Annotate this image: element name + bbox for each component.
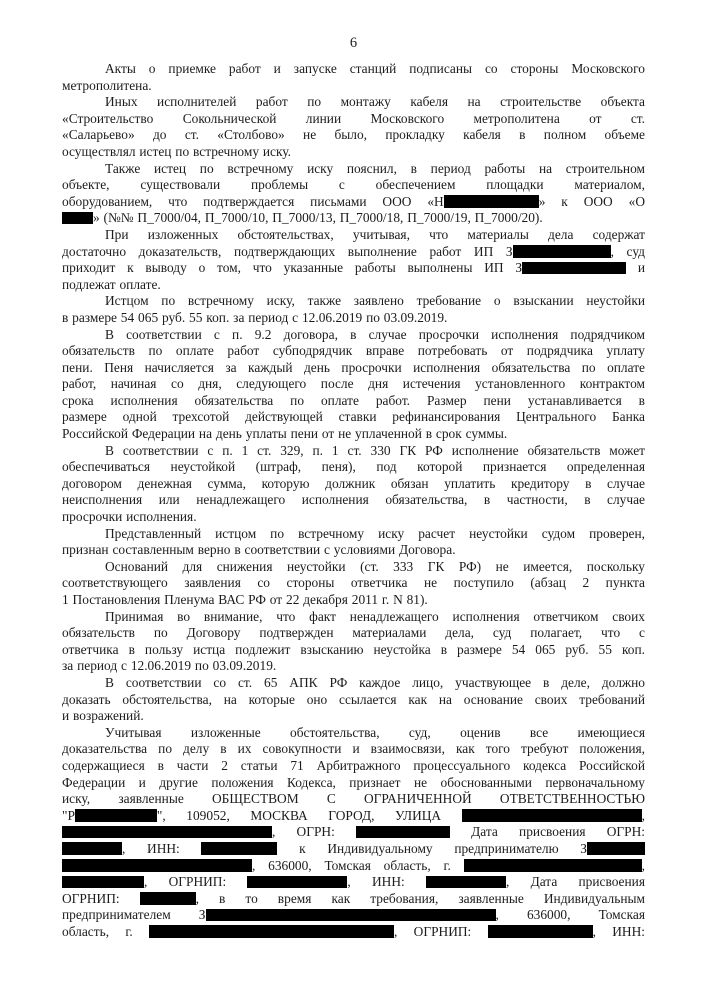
document-line: В соответствии со ст. 65 АПК РФ каждое лицо, участвующее в деле, должно — [105, 674, 645, 690]
document-line: пени. Пеня начисляется за каждый день просрочки исполнения обязательства по оплате — [62, 359, 645, 375]
document-line: за период с 12.06.2019 по 03.09.2019. — [62, 658, 277, 674]
document-line: метрополитена. — [62, 77, 152, 93]
redaction-bar — [206, 909, 496, 922]
document-line: Представленный истцом по встречному иску расчет неустойки судом проверен, — [105, 525, 645, 541]
redaction-bar — [62, 876, 144, 889]
redaction-bar — [488, 925, 593, 938]
document-line: ОГРНИП: , в то время как требования, заявленные Индивидуальным — [62, 890, 645, 906]
document-line: договором денежная сумма, которую должник обязан уплатить кредитору в случае — [62, 475, 645, 491]
document-line: содержащиеся в части 2 статьи 71 Арбитражного процессуального кодекса Российской — [62, 757, 645, 773]
document-line: соответствующего заявления со стороны ответчика не поступило (абзац 2 пункта — [62, 575, 645, 591]
document-line: Оснований для снижения неустойки (ст. 333 ГК РФ) не имеется, поскольку — [105, 558, 645, 574]
document-line: Акты о приемке работ и запуске станций подписаны со стороны Московского — [105, 61, 645, 76]
redaction-bar — [426, 876, 506, 889]
document-line: "Р ", 109052, МОСКВА ГОРОД, УЛИЦА , — [62, 807, 645, 823]
redaction-bar — [149, 925, 394, 938]
page-number: 6 — [349, 35, 358, 51]
document-line: доказать обстоятельства, на которые оно ссылается как на основание своих требований — [62, 691, 645, 707]
document-line: ответчика в пользу истца подлежит взысканию неустойка в размере 54 065 руб. 55 коп. — [62, 641, 645, 657]
redaction-bar — [140, 892, 196, 905]
document-line: , ОГРНИП: , ИНН: , Дата присвоения — [62, 874, 645, 891]
document-line: При изложенных обстоятельствах, учитывая, что материалы дела содержат — [105, 226, 645, 242]
redaction-bar — [62, 842, 122, 855]
document-line: срока исполнения обязательства по оплате работ. Размер пени устанавливается в — [62, 392, 645, 408]
redaction-bar — [356, 826, 450, 839]
document-line: Российской Федерации на день уплаты пени от не уплаченной в срок суммы. — [62, 426, 508, 442]
document-line: Также истец по встречному иску пояснил, в период работы на строительном — [105, 160, 645, 176]
redaction-bar — [464, 859, 642, 872]
redaction-bar — [247, 876, 347, 889]
document-line: работ, начиная со дня, следующего после дня истечения установленного контрактом — [62, 376, 645, 392]
document-line: В соответствии с п. 9.2 договора, в случае просрочки исполнения подрядчиком — [105, 326, 645, 342]
redaction-bar — [75, 809, 157, 822]
document-line: и возражений. — [62, 708, 144, 724]
document-line: доказательства по делу в их совокупности и взаимосвязи, как того требуют положения, — [62, 741, 645, 757]
document-line: оборудованием, что подтверждается письмами ООО «Н » к ООО «О — [62, 194, 645, 211]
document-line: в размере 54 065 руб. 55 коп. за период с 12.06.2019 по 03.09.2019. — [62, 309, 448, 325]
redaction-bar — [62, 859, 252, 872]
document-body — [62, 61, 645, 940]
document-line: область, г. , ОГРНИП: , ИНН: — [62, 923, 645, 939]
redaction-bar — [201, 842, 277, 855]
redaction-bar — [587, 842, 645, 855]
document-line: «Саларьево» до ст. «Столбово» не было, прокладку кабеля в полном объеме — [62, 127, 645, 143]
document-line: Принимая во внимание, что факт ненадлежащего исполнения ответчиком своих — [105, 608, 645, 624]
document-line: признан составленным верно в соответствии с условиями Договора. — [62, 542, 456, 558]
document-line: просрочки исполнения. — [62, 509, 197, 525]
document-line: Истцом по встречному иску, также заявлено требование о взыскании неустойки — [105, 293, 645, 309]
redaction-bar — [62, 826, 272, 839]
document-line: , ИНН: к Индивидуальному предпринимателю З — [62, 841, 645, 858]
document-line: Учитывая изложенные обстоятельства, суд, оценив все имеющиеся — [105, 724, 645, 740]
document-line: обеспечиваться неустойкой (штраф, пеня), под которой признается определенная — [62, 459, 645, 475]
document-line: обязательств по оплате работ субподрядчик вправе потребовать от подрядчика уплату — [62, 343, 645, 359]
redaction-bar — [444, 195, 539, 208]
document-line: осуществлял истец по встречному иску. — [62, 143, 292, 159]
document-line: «Строительство Сокольнической линии Московского метрополитена от ст. — [62, 110, 645, 126]
document-line: подлежат оплате. — [62, 276, 161, 292]
document-line: неисполнения или ненадлежащего исполнения обязательства, в частности, в случае — [62, 492, 645, 508]
redaction-bar — [62, 212, 93, 225]
document-line: предпринимателем З , 636000, Томская — [62, 907, 645, 923]
document-line: Федерации и другие положения Кодекса, признает не обоснованными первоначальному — [62, 774, 645, 790]
document-line: размере одной трехсотой действующей ставки рефинансирования Центрального Банка — [62, 409, 645, 425]
document-line: , 636000, Томская область, г. , — [62, 858, 645, 875]
document-line: приходит к выводу о том, что указанные работы выполнены ИП З и — [62, 260, 645, 276]
document-line: иску, заявленные ОБЩЕСТВОМ С ОГРАНИЧЕННОЙ ОТВЕТСТВЕННОСТЬЮ — [62, 791, 645, 807]
redaction-bar — [522, 262, 626, 275]
document-line: достаточно доказательств, подтверждающих выполнение работ ИП З , суд — [62, 243, 645, 259]
document-line: » (№№ П_7000/04, П_7000/10, П_7000/13, П_7000/18, П_7000/19, П_7000/20). — [62, 210, 645, 227]
redaction-bar — [513, 245, 611, 258]
document-line: , ОГРН: Дата присвоения ОГРН: — [62, 824, 645, 841]
document-line: Иных исполнителей работ по монтажу кабеля на строительстве объекта — [105, 94, 645, 110]
document-line: объекте, существовали проблемы с обеспечением площадки материалом, — [62, 177, 645, 193]
document-line: 1 Постановления Пленума ВАС РФ от 22 декабря 2011 г. N 81). — [62, 592, 428, 607]
document-line: обязательств по Договору подтвержден материалами дела, суд полагает, что с — [62, 625, 645, 641]
document-line: В соответствии с п. 1 ст. 329, п. 1 ст. 330 ГК РФ исполнение обязательств может — [105, 442, 645, 458]
redaction-bar — [462, 809, 642, 822]
